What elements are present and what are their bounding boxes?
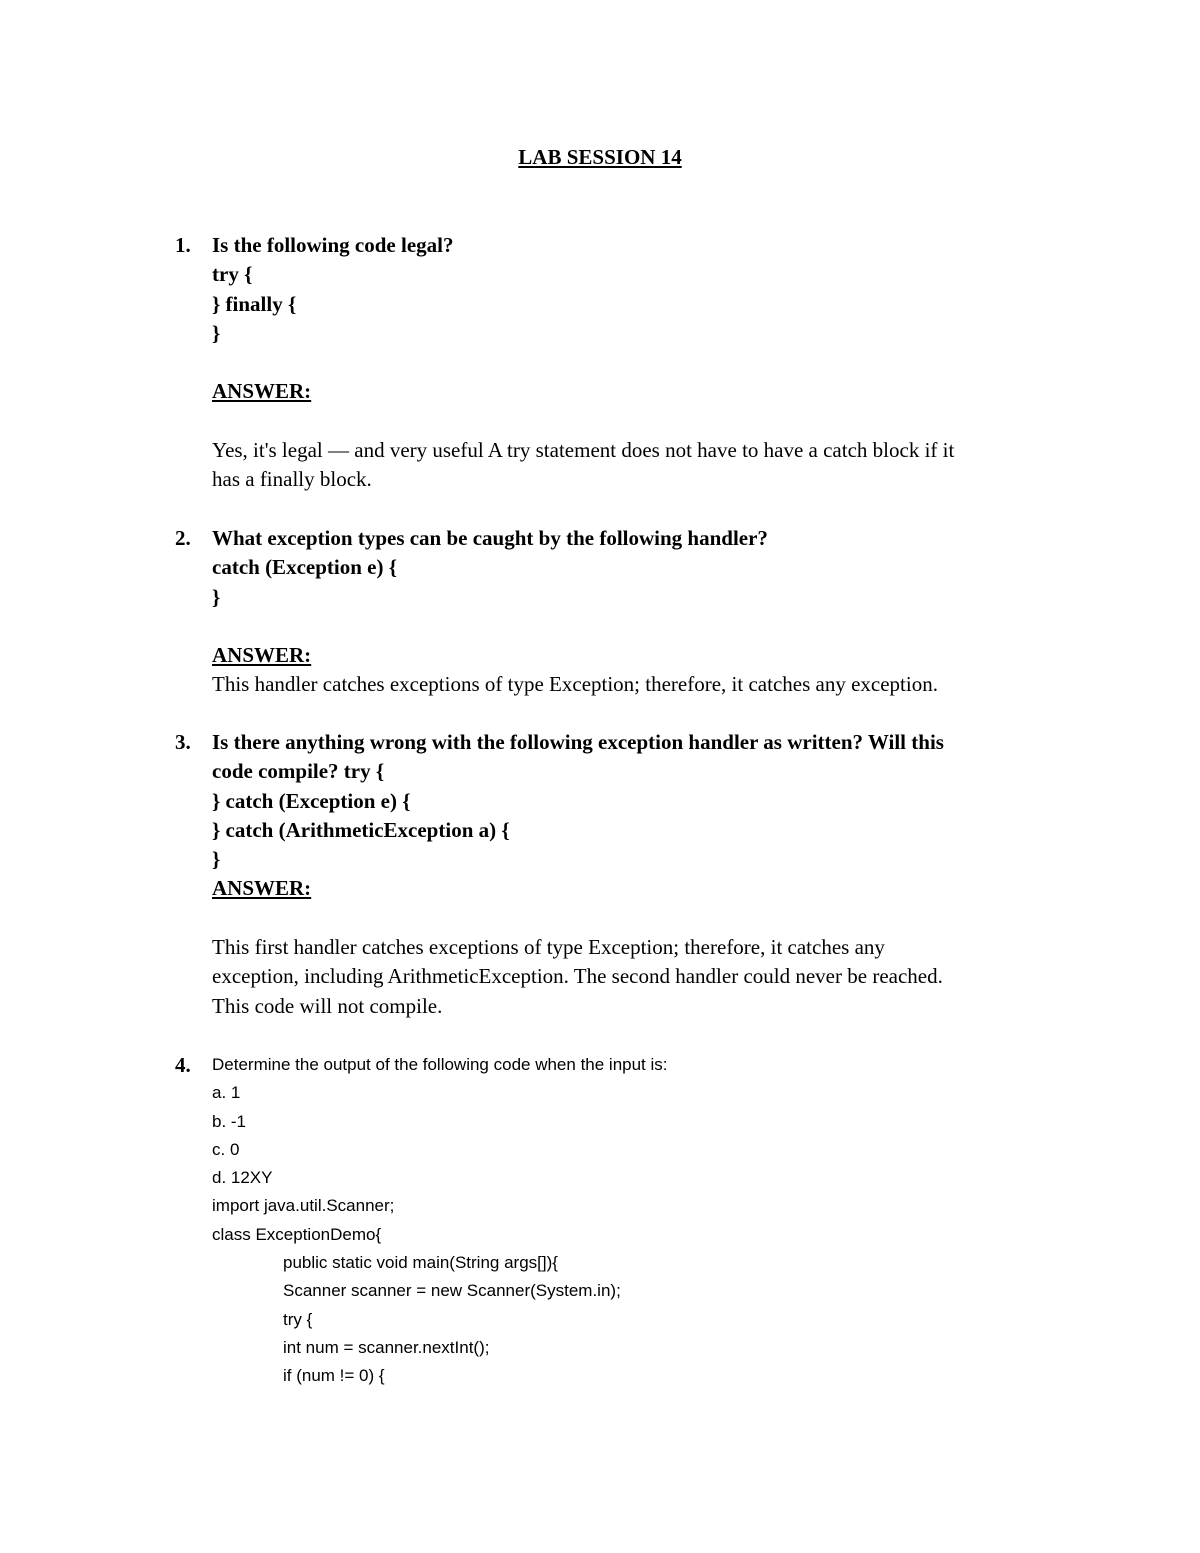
- question-number: 3.: [175, 730, 191, 754]
- prompt-line: Is the following code legal?: [212, 233, 454, 257]
- question-number: 1.: [175, 233, 191, 257]
- code-line: catch (Exception e) {: [212, 555, 397, 580]
- answer-label: ANSWER:: [212, 876, 312, 901]
- answer-line: This first handler catches exceptions of type Exception; therefore, it catches any: [212, 935, 885, 960]
- answer-line: has a finally block.: [212, 467, 372, 492]
- prompt-line: code compile? try {: [212, 759, 385, 784]
- code-line: try {: [283, 1309, 313, 1329]
- question-body: [212, 1051, 1072, 1391]
- code-line: class ExceptionDemo{: [212, 1224, 382, 1244]
- answer-line: This handler catches exceptions of type Exception; therefore, it catches any exception.: [212, 672, 938, 697]
- question-body: [212, 524, 1072, 700]
- code-line: }: [212, 847, 221, 872]
- question-number: 2.: [175, 526, 191, 550]
- question-number: 4.: [175, 1053, 191, 1077]
- code-line: } catch (ArithmeticException a) {: [212, 817, 510, 842]
- question-body: [212, 231, 1072, 495]
- code-line: } catch (Exception e) {: [212, 788, 411, 813]
- input-option: c. 0: [212, 1139, 240, 1159]
- input-option: b. -1: [212, 1111, 247, 1131]
- question-body: [212, 728, 1072, 1021]
- code-line: if (num != 0) {: [283, 1366, 385, 1386]
- input-option: a. 1: [212, 1083, 241, 1103]
- answer-label: ANSWER:: [212, 379, 312, 404]
- code-line: int num = scanner.nextInt();: [283, 1337, 490, 1357]
- answer-line: Yes, it's legal — and very useful A try statement does not have to have a catch block if it: [212, 438, 955, 463]
- prompt-line: Is there anything wrong with the following exception handler as written? Will this: [212, 730, 944, 754]
- answer-line: exception, including ArithmeticException. The second handler could never be reached.: [212, 964, 943, 989]
- code-line: }: [212, 584, 221, 609]
- answer-line: This code will not compile.: [212, 993, 443, 1018]
- input-option: d. 12XY: [212, 1168, 273, 1188]
- answer-label: ANSWER:: [212, 643, 312, 668]
- code-line: try {: [212, 262, 253, 287]
- prompt-line: Determine the output of the following code when the input is:: [212, 1055, 668, 1074]
- code-line: import java.util.Scanner;: [212, 1196, 395, 1216]
- code-line: Scanner scanner = new Scanner(System.in);: [283, 1281, 621, 1301]
- code-line: public static void main(String args[]){: [283, 1253, 558, 1273]
- code-line: } finally {: [212, 291, 297, 316]
- code-line: }: [212, 320, 221, 345]
- prompt-line: What exception types can be caught by the following handler?: [212, 526, 768, 550]
- page-title: LAB SESSION 14: [518, 145, 682, 169]
